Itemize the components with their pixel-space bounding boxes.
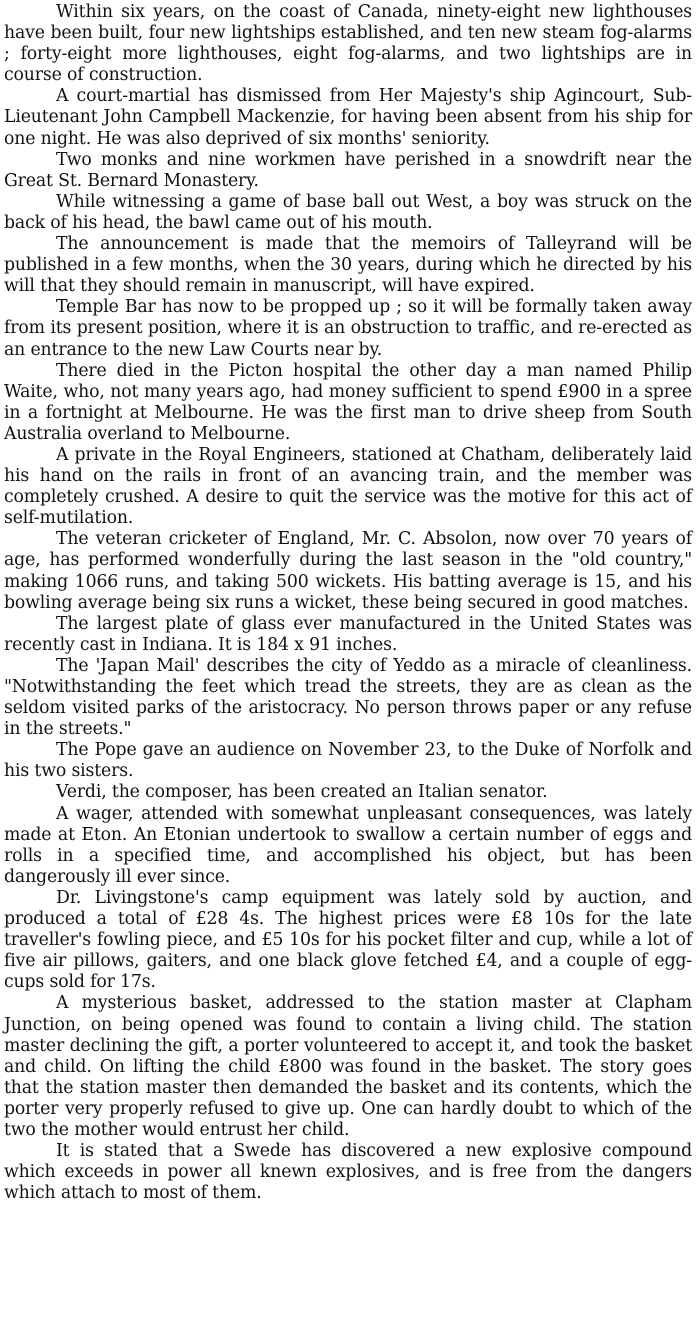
news-item-cricketer: The veteran cricketer of England, Mr. C. Absolon, now over 70 years of age, has performed wonderfully during the last season in the "old country," making 1066 runs, and taking 500 wickets. His batting average is 15, and his bowling average being six runs a wicket, these being secured in good matches. [4, 529, 692, 613]
news-item-snowdrift: Two monks and nine workmen have perished in a snowdrift near the Great St. Bernard Monastery. [4, 149, 692, 191]
news-item-plate-glass: The largest plate of glass ever manufactured in the United States was recently cast in Indiana. It is 184 x 91 inches. [4, 613, 692, 655]
news-item-swede-explosive: It is stated that a Swede has discovered a new explosive compound which exceeds in power all knewn explosives, and is free from the dangers which attach to most of them. [4, 1141, 692, 1204]
news-item-talleyrand: The announcement is made that the memoirs of Talleyrand will be published in a few months, when the 30 years, during which he directed by his will that they should remain in manuscript, will have expired. [4, 234, 692, 297]
news-item-court-martial: A court-martial has dismissed from Her Majesty's ship Agincourt, Sub-Lieutenant John Campbell Mackenzie, for having been absent from his ship for one night. He was also deprived of six months' seniority. [4, 86, 692, 149]
news-item-eton-wager: A wager, attended with somewhat unpleasant consequences, was lately made at Eton. An Etonian undertook to swallow a certain number of eggs and rolls in a specified time, and accomplished his object, but has been dangerously ill ever since. [4, 803, 692, 887]
news-item-royal-engineers: A private in the Royal Engineers, stationed at Chatham, deliberately laid his hand on the rails in front of an avancing train, and the member was completely crushed. A desire to quit the service was the motive for this act of self-mutilation. [4, 444, 692, 529]
news-item-verdi: Verdi, the composer, has been created an Italian senator. [56, 782, 548, 803]
news-item-base-ball: While witnessing a game of base ball out West, a boy was struck on the back of his head, the bawl came out of his mouth. [4, 191, 692, 233]
news-item-japan-mail: The 'Japan Mail' describes the city of Yeddo as a miracle of cleanliness. "Notwithstanding the feet which tread the streets, they are as clean as the seldom visited parks of the aristocracy. No person throws paper or any refuse in the streets." [4, 655, 692, 740]
news-item-temple-bar: Temple Bar has now to be propped up ; so it will be formally taken away from its present position, where it is an obstruction to traffic, and re-erected as an entrance to the new Law Courts near by. [4, 297, 692, 360]
news-item-livingstone-auction: Dr. Livingstone's camp equipment was lately sold by auction, and produced a total of £28 4s. The highest prices were £8 10s for the late traveller's fowling piece, and £5 10s for his pocket filter and cup, while a lot of five air pillows, gaiters, and one black glove fetched £4, and a couple of egg-cups sold for 17s. [4, 887, 692, 993]
news-item-mysterious-basket: A mysterious basket, addressed to the station master at Clapham Junction, on being opened was found to contain a living child. The station master declining the gift, a porter volunteered to accept it, and took the basket and child. On lifting the child £800 was found in the basket. The story goes that the station master then demanded the basket and its contents, which the porter very properly refused to give up. One can hardly doubt to which of the two the mother would entrust her child. [4, 993, 692, 1140]
news-item-pope-audience: The Pope gave an audience on November 23, to the Duke of Norfolk and his two sisters. [4, 740, 692, 782]
news-item-lighthouses: Within six years, on the coast of Canada, ninety-eight new lighthouses have been built, four new lightships established, and ten new steam fog-alarms ; forty-eight more lighthouses, eight fog-alarms, and two lightships are in course of construction. [4, 2, 692, 86]
news-item-picton-hospital: There died in the Picton hospital the other day a man named Philip Waite, who, not many years ago, had money sufficient to spend £900 in a spree in a fortnight at Melbourne. He was the first man to drive sheep from South Australia overland to Melbourne. [4, 360, 692, 444]
